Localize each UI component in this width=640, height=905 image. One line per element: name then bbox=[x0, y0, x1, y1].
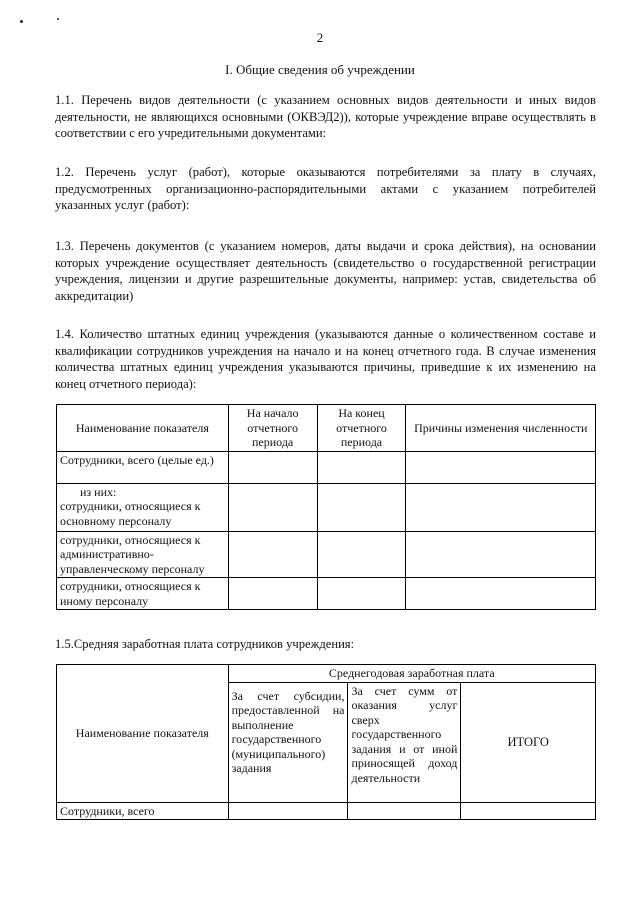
table-header-row bbox=[57, 665, 596, 683]
row-sublabel: из них: bbox=[80, 484, 117, 499]
row-label: сотрудники, относящиеся к административно-управленческому персоналу bbox=[57, 531, 229, 578]
header-reasons: Причины изменения численности bbox=[406, 405, 596, 452]
table-row bbox=[57, 578, 596, 610]
table-row bbox=[57, 802, 596, 820]
table-cell bbox=[317, 451, 406, 483]
header-group: Среднегодовая заработная плата bbox=[228, 665, 595, 683]
row-label-text: сотрудники, относящиеся к основному персоналу bbox=[60, 499, 201, 528]
page-number: 2 bbox=[316, 30, 324, 45]
table-cell bbox=[406, 531, 596, 578]
table-cell bbox=[317, 483, 406, 531]
header-indicator: Наименование показателя bbox=[57, 665, 229, 803]
scan-speck bbox=[57, 18, 59, 20]
table-row bbox=[57, 531, 596, 578]
table-cell bbox=[317, 531, 406, 578]
table-cell bbox=[406, 451, 596, 483]
header-subsidy: За счет субсидии, предоставленной на выполнение государственного (муниципального) задания bbox=[228, 682, 348, 802]
paragraph-1-2: 1.2. Перечень услуг (работ), которые оказываются потребителями за плату в случаях, предусмотренных организационно-распорядительными актами с указанием потребителей указанных услуг (работ): bbox=[55, 165, 596, 212]
section-title: I. Общие сведения об учреждении bbox=[225, 62, 415, 77]
scan-speck bbox=[20, 20, 23, 23]
table-cell bbox=[228, 483, 317, 531]
table-header-row bbox=[57, 405, 596, 452]
table-cell bbox=[348, 802, 461, 820]
paragraph-1-4: 1.4. Количество штатных единиц учреждения (указываются данные о количественном составе и квалификации сотрудников учреждения на начало и на конец отчетного года. В случае изменения количества штатных единиц учреждения указываются причины, приведшие к их изменению на конец отчетного периода): bbox=[55, 327, 596, 391]
paragraph-1-5: 1.5.Средняя заработная плата сотрудников учреждения: bbox=[55, 637, 355, 651]
salary-table bbox=[56, 664, 596, 820]
table-row bbox=[57, 451, 596, 483]
paragraph-1-1: 1.1. Перечень видов деятельности (с указанием основных видов деятельности и иных видов деятельности, не являющихся основными (ОКВЭД2)), которые учреждение вправе осуществлять в соответствии с его учредительными документами: bbox=[55, 93, 596, 140]
header-services: За счет сумм от оказания услуг сверх государственного задания и от иной приносящей доход деятельности bbox=[348, 682, 461, 802]
header-total: ИТОГО bbox=[461, 682, 596, 802]
table-cell bbox=[228, 802, 348, 820]
table-cell bbox=[406, 578, 596, 610]
header-end: На конец отчетного периода bbox=[317, 405, 406, 452]
table-cell bbox=[228, 451, 317, 483]
table-cell bbox=[406, 483, 596, 531]
table-cell bbox=[228, 578, 317, 610]
header-indicator: Наименование показателя bbox=[57, 405, 229, 452]
row-label: Сотрудники, всего (целые ед.) bbox=[57, 451, 229, 483]
staff-table bbox=[56, 404, 596, 610]
table-cell bbox=[461, 802, 596, 820]
table-cell bbox=[317, 578, 406, 610]
row-label: Сотрудники, всего bbox=[57, 802, 229, 820]
row-label: сотрудники, относящиеся к иному персоналу bbox=[57, 578, 229, 610]
row-label bbox=[57, 483, 229, 531]
table-cell bbox=[228, 531, 317, 578]
paragraph-1-3: 1.3. Перечень документов (с указанием номеров, даты выдачи и срока действия), на основании которых учреждение осуществляет деятельность (свидетельство о государственной регистрации учреждения, лицензии и другие разрешительные документы, например: устав, свидетельства об аккредитации) bbox=[55, 239, 596, 303]
table-row bbox=[57, 483, 596, 531]
header-start: На начало отчетного периода bbox=[228, 405, 317, 452]
